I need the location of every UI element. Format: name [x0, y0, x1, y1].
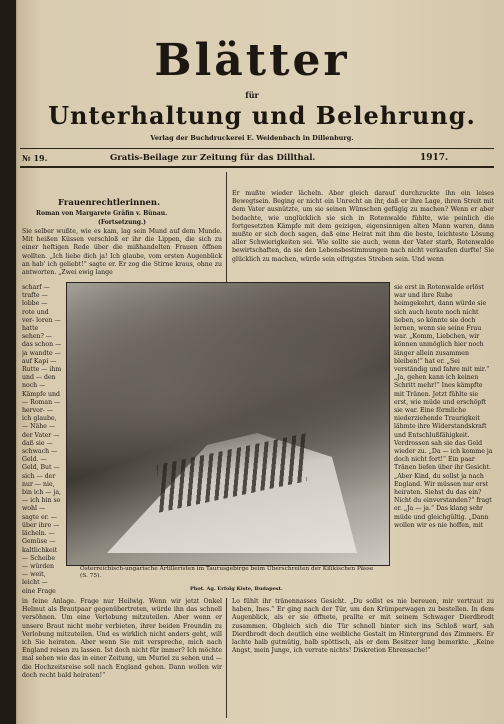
story-middle-column: Er mußte wieder lächeln. Aber gleich darauf durchzuckte ihn ein leises Bewegtsein. Beging er nicht ein Unrecht an ihr, daß er ihre Lage, ihren Streit mit dem Vater ausnützte, um sie seinen Wünschen gefügig zu machen? Wenn er aber bedachte, wie unglücklich sie sich in Rotenwalde fühlte, wie peinlich die fortgesetzten Kämpfe mit dem geizigen, eigensinnigen alten Mann waren, dann mußte er sich doch sagen, daß eine Heirat mit ihm die beste, leichteste Lösung aller Schwierigkeiten sei. Wie sollte sie auch, wenn der Vater starb, Rotenwalde bewirtschaften, da sie den Lebensbestimmungen nach nicht verkaufen durfte! Sie glücklich zu machen, würde sein eifrigstes Streben sein. Und wenn: [232, 190, 494, 263]
masthead-rule-top: [20, 148, 494, 149]
story-left-narrow: scharf — trafte — lobbe — rote und ver- loren — hatte sehen? — das schon — ja wandte — auf Kapi — Rutte — ihm und — den noch — Kämpfe und — Roman — hervor- — ich glaube, — Nähe — der Vater — daß sie — schwach — Geld. — Geld, But — sich — der nur — nie, bin ich — ja, — ich bin so wohl — sagte er. — über ihre — lächeln. — Gemüse — kaltlichkeit — Scheibe — würden — weit, leicht — eine Frage: [22, 284, 62, 595]
issue-year: 1917.: [420, 153, 449, 163]
photo-caption: Österreichisch-ungarische Artilleristen im Taurusgebirge beim Überschreiten der Kilikischen Pässe (S. 75).: [80, 566, 374, 579]
masthead-verlag: Verlag der Buchdruckerei E. Weidenbach in Dillenburg.: [150, 134, 354, 142]
masthead-rule-bottom: [20, 166, 494, 168]
story-left-column: Sie selber wußte, wie es kam, lag sein Mund auf dem Munde. Mit heißen Küssen verschloß er ihr die Lippen, die sich zu einer heftigen Rede über die mißhandelten Frauen öffnen wollten. „Ich liebe dich ja! Ich glaube, vom ersten Augenblick an hab' ich geliebt!“ sagte er. Er zog die Stirne kraus, ohne zu antworten. „Zwei ewig lange: [22, 228, 222, 277]
story-bottom-left: in feine Anlage. Frage nur Heilwig. Wenn wir jetzt Onkel Helmut als Brautpaar gegenübertreten, würde ihn das schnell versöhnen. Um eine Verlobung mitzuteilen. Aber wenn er unsere Braut nicht mehr verbieten, ihrer beiden Freundin zu Verlobung mitzuteilen. Und es wirklich nicht anders geht, will ich Sie heiraten. Aber wenn Sie mit verspreche, mich nach England reisen zu lassen. Ist doch nicht für immer? Ich möchte mal sehen wie das in einer Zeitung, um Muriel zu sehen und — die Hochzeitsreise soll nach England gehen. Dann wollen wir doch recht bald heiraten!“: [22, 598, 222, 679]
story-bottom-right: Lo fühlt ihr tränennasses Gesicht. „Du sollst es nie bereuen, mir vertraut zu haben, Ines.“ Er ging nach der Tür, um den Krümperwagen zu bestellen. In dem Augenblick, als er sie öffnete, prallte er mit seinem Schwager Dierdbrodt zusammen. Obgleich sich die Tür schnell hinter sich ins Schloß warf, sah Dierdbrodt doch deutlich eine weibliche Gestalt im Hintergrund des Zimmers. Er lachte halb gutmütig, halb spöttisch, als er dem Besitzer lung bemerkte. „Keine Angst, mein Junge, ich verrate nichts! Diskretion Ehrensache!“: [232, 598, 494, 655]
photo-credit: Phot. Ag. Erfolg Kiste, Budapest.: [190, 586, 283, 592]
masthead-subtitle: Unterhaltung und Belehrung.: [48, 101, 476, 130]
binding-spine: [0, 0, 16, 724]
story-heading: Frauenrechtlerinnen.: [58, 198, 161, 208]
issue-number: № 19.: [22, 153, 48, 163]
story-continued: (Fortsetzung.): [98, 219, 146, 226]
column-divider-bottom: [226, 598, 227, 718]
story-right-column: sie erst in Rotenwalde erlöst war und ihre Ruhe heimgekehrt, dann würde sie sich auch heute noch nicht lieben, so könnte sie doch lernen, wenn sie seine Frau war. „Komm, Liebchen, wir können unmöglich hier noch länger allein zusammen bleiben!“ hat er. „Sei verständig und fahre mit mir.“ „Ja, gehen kann ich keinen Schritt mehr!“ Ines kämpfte mit Tränen. Jetzt fühlte sie erst, wie müde und erschöpft sie war. Eine förmliche niederziehende Traurigkeit lähmte ihre Widerstandskraft und Entschlußfähigkeit. Verdrossen sah sie das Geld wieder zu. „Da — ich komme ja doch nicht fort!“ Ein paar Tränen liefen über ihr Gesicht. „Aber Kind, du sollst ja nach England. Wir müssen nur erst heiraten. Siehst du das ein? Nicht du einverstanden?“ fragt er. „Ja — ja.“ Das klang sehr müde und gleichgültig. „Dann wollen wir es nie hoffen, mit: [394, 284, 493, 529]
masthead-title: Blätter: [154, 35, 350, 86]
masthead-fuer: für: [245, 90, 259, 100]
column-divider-top: [226, 172, 227, 282]
photo-artillery: [66, 282, 390, 566]
issue-beilage: Gratis-Beilage zur Zeitung für das Dillthal.: [110, 153, 316, 163]
story-author: Roman von Margarete Gräfin v. Bünau.: [36, 210, 168, 217]
